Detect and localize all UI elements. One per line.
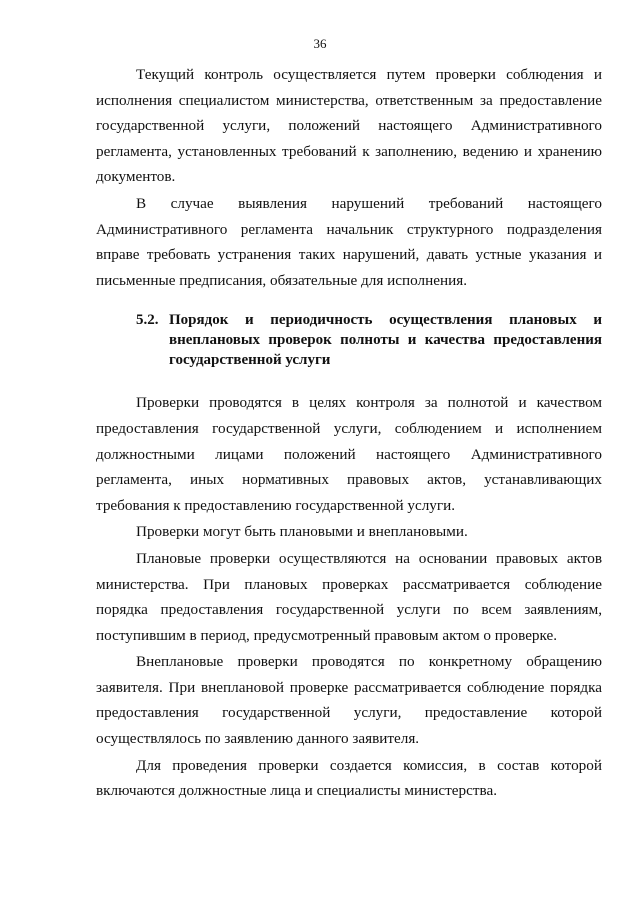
paragraph-inspection-purpose: Проверки проводятся в целях контроля за полнотой и качеством предоставления государственной услуги, соблюдением и исполнением должностными лицами положений настоящего Административного регламента, иных нормативных правовых актов, устанавливающих требования к предоставлению государственной услуги.	[96, 394, 602, 514]
section-title: Порядок и периодичность осуществления плановых и внеплановых проверок полноты и качества предоставления государственной услуги	[169, 312, 602, 369]
paragraph-inspection-types: Проверки могут быть плановыми и внеплановыми.	[136, 523, 468, 541]
page-number: 36	[313, 36, 327, 51]
paragraph-current-control: Текущий контроль осуществляется путем проверки соблюдения и исполнения специалистом министерства, ответственным за предоставление государственной услуги, положений настоящего Административного регламента, установленных требований к заполнению, ведению и хранению документов.	[96, 66, 602, 186]
paragraph-planned-inspections: Плановые проверки осуществляются на основании правовых актов министерства. При плановых проверках рассматривается соблюдение порядка предоставления государственной услуги по всем заявлениям, поступившим в период, предусмотренный правовым актом о проверке.	[96, 549, 602, 644]
paragraph-violations: В случае выявления нарушений требований настоящего Административного регламента начальник структурного подразделения вправе требовать устранения таких нарушений, давать устные указания и письменные предписания, обязательные для исполнения.	[96, 194, 602, 289]
section-number: 5.2.	[136, 312, 159, 329]
paragraph-unplanned-inspections: Внеплановые проверки проводятся по конкретному обращению заявителя. При внеплановой проверке рассматривается соблюдение порядка предоставления государственной услуги, предоставление которой осуществлялось по заявлению данного заявителя.	[96, 653, 602, 748]
section-heading	[96, 310, 602, 370]
page-content	[96, 62, 602, 804]
paragraph-commission: Для проведения проверки создается комиссия, в состав которой включаются должностные лица и специалисты министерства.	[96, 756, 602, 800]
